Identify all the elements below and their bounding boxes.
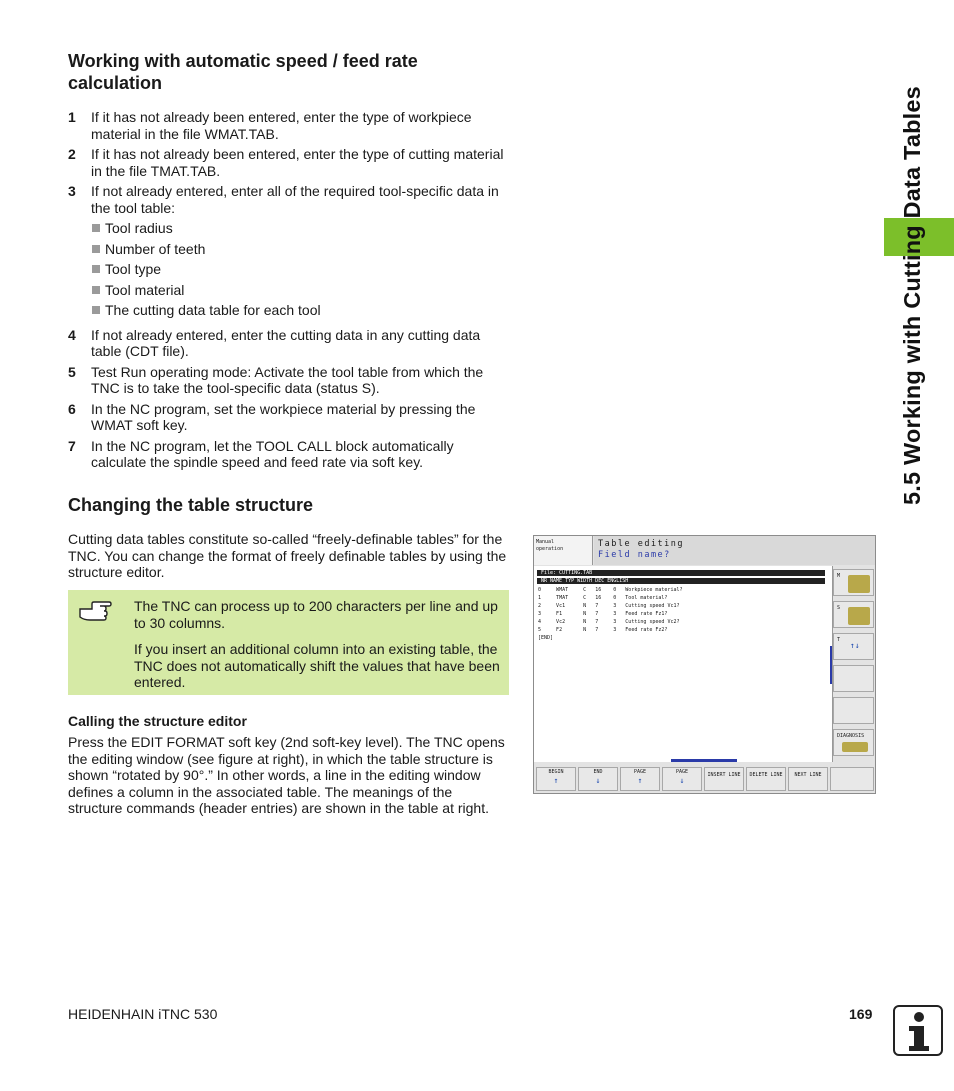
- softkey-empty[interactable]: [830, 767, 874, 791]
- table-row[interactable]: 4 Vc2 N 7 3 Cutting speed Vc2?: [538, 619, 680, 625]
- softkey-label: T: [837, 637, 841, 643]
- side-softkey-empty[interactable]: [833, 697, 874, 724]
- bullet-square-icon: [92, 224, 100, 232]
- bullet-text: The cutting data table for each tool: [105, 302, 321, 318]
- softkey-label: BEGIN: [548, 769, 564, 775]
- tool-change-icon: ↑↓: [850, 641, 860, 650]
- screen-header: [594, 536, 875, 565]
- step-item: [68, 401, 510, 434]
- softkey-label: M: [837, 573, 841, 579]
- bullet-square-icon: [92, 306, 100, 314]
- screen-prompt: Field name?: [598, 550, 671, 560]
- footer-manual-name: HEIDENHAIN iTNC 530: [68, 1006, 218, 1022]
- section-title-speed-feed: Working with automatic speed / feed rate calculation: [68, 51, 418, 93]
- bullet-text: Tool material: [105, 281, 185, 298]
- step-number: 5: [68, 363, 76, 380]
- operating-mode-label: [534, 536, 593, 565]
- softkey-insert-line[interactable]: INSERT LINE: [704, 767, 744, 791]
- bullet-text: Tool radius: [105, 220, 173, 236]
- section-title-table-structure: Changing the table structure: [68, 495, 314, 515]
- step-number: 4: [68, 326, 76, 343]
- table-row[interactable]: 5 F2 N 7 3 Feed rate Fz2?: [538, 627, 668, 633]
- side-softkey-t[interactable]: [833, 633, 874, 660]
- bullet-item: [91, 261, 510, 278]
- structure-editor-paragraph: Press the EDIT FORMAT soft key (2nd soft-key level). The TNC opens the editing window (see figure at right), in which the table structure is shown “rotated by 90°.” In other words, a line in the editing window defines a column in the associated table. The meanings of the structure commands (header entries) are shown in the table at right.: [68, 734, 505, 816]
- softkey-label: S: [837, 605, 841, 611]
- table-editor-window: [534, 566, 833, 762]
- step-text: If it has not already been entered, enter the type of workpiece material in the file WMAT.TAB.: [91, 109, 472, 142]
- step-number: 7: [68, 437, 76, 454]
- step-number: 3: [68, 183, 76, 199]
- softkey-begin[interactable]: [536, 767, 576, 791]
- bullet-text: Number of teeth: [105, 240, 206, 257]
- note-box: [68, 590, 509, 695]
- bullet-item: [91, 302, 510, 319]
- table-row[interactable]: 1 TMAT C 16 0 Tool material?: [538, 595, 668, 601]
- side-softkey-empty[interactable]: [833, 665, 874, 692]
- spindle-icon: [848, 575, 870, 593]
- subheading-structure-editor: Calling the structure editor: [68, 713, 247, 729]
- table-row[interactable]: 2 Vc1 N 7 3 Cutting speed Vc1?: [538, 603, 680, 609]
- bullet-square-icon: [92, 245, 100, 253]
- softkey-label: PAGE: [675, 769, 689, 775]
- note-paragraph: The TNC can process up to 200 characters per line and up to 30 columns.: [134, 598, 498, 631]
- bullet-item: [91, 241, 510, 258]
- arrow-up-icon: ↑: [637, 776, 643, 785]
- step-text: Test Run operating mode: Activate the tool table from which the TNC is to take the tool-specific data (status S).: [91, 363, 484, 396]
- softkey-page-down[interactable]: [662, 767, 702, 791]
- scrollbar[interactable]: [830, 646, 832, 684]
- chapter-side-title: 5.5 Working with Cutting Data Tables: [899, 86, 925, 505]
- side-softkey-diagnosis[interactable]: [833, 729, 874, 756]
- softkey-label: END: [593, 769, 603, 775]
- diagnosis-icon: [842, 742, 868, 752]
- arrow-down-icon: ↓: [679, 776, 685, 785]
- softkey-page-up[interactable]: [620, 767, 660, 791]
- softkey-level-indicator: [671, 759, 737, 762]
- softkey-delete-line[interactable]: DELETE LINE: [746, 767, 786, 791]
- mode-line: operation: [536, 546, 564, 552]
- bullet-item: [91, 220, 510, 237]
- softkey-label: PAGE: [633, 769, 647, 775]
- table-end-marker: [END]: [538, 635, 554, 641]
- step-text: In the NC program, set the workpiece material by pressing the WMAT soft key.: [91, 400, 476, 433]
- step-number: 2: [68, 146, 76, 162]
- side-softkey-s[interactable]: [833, 601, 874, 628]
- header-bar: NR NAME TYP WIDTH DEC ENGLISH: [537, 578, 825, 584]
- step-number: 6: [68, 400, 76, 417]
- bullet-text: Tool type: [105, 261, 162, 277]
- table-row[interactable]: 3 F1 N 7 3 Feed rate Fz1?: [538, 611, 668, 617]
- softkey-end[interactable]: [578, 767, 618, 791]
- step-number: 1: [68, 109, 76, 125]
- screen-title: Table editing: [598, 539, 685, 549]
- step-item: [68, 183, 510, 319]
- bullet-square-icon: [92, 265, 100, 273]
- step-item: [68, 438, 510, 471]
- page-number: 169: [849, 1006, 873, 1022]
- spindle-speed-icon: [848, 607, 870, 625]
- arrow-up-icon: ↑: [553, 776, 559, 785]
- pointing-hand-icon: [78, 600, 112, 622]
- softkey-label: DIAGNOSIS: [837, 733, 865, 739]
- softkey-next-line[interactable]: NEXT LINE: [788, 767, 828, 791]
- step-text: If not already entered, enter all of the required tool-specific data in the tool table:: [91, 183, 499, 216]
- step-item: [68, 146, 510, 179]
- intro-paragraph: Cutting data tables constitute so-called “freely-definable tables” for the TNC. You can change the format of freely definable tables by using the structure editor.: [68, 531, 507, 580]
- step-text: If not already entered, enter the cutting data in any cutting data table (CDT file).: [91, 326, 481, 359]
- note-text: [134, 598, 504, 691]
- info-icon: [893, 1005, 943, 1056]
- step-item: [68, 327, 510, 360]
- bullet-item: [91, 282, 510, 299]
- file-bar: File: CUTTING.TAB: [537, 570, 825, 576]
- side-softkey-m[interactable]: [833, 569, 874, 596]
- step-text: In the NC program, let the TOOL CALL block automatically calculate the spindle speed and feed rate via soft key.: [91, 437, 454, 470]
- note-paragraph: If you insert an additional column into an existing table, the TNC does not automatically shift the values that have been entered.: [134, 641, 500, 690]
- step-item: [68, 109, 510, 142]
- step-text: If it has not already been entered, enter the type of cutting material in the file TMAT.TAB.: [91, 146, 504, 179]
- mode-line: Manual: [536, 539, 555, 545]
- step-item: [68, 364, 510, 397]
- steps-list: [68, 109, 510, 475]
- bullet-square-icon: [92, 286, 100, 294]
- tnc-screen-figure: [533, 535, 876, 794]
- table-row[interactable]: 0 WMAT C 16 0 Workpiece material?: [538, 587, 683, 593]
- arrow-down-icon: ↓: [595, 776, 601, 785]
